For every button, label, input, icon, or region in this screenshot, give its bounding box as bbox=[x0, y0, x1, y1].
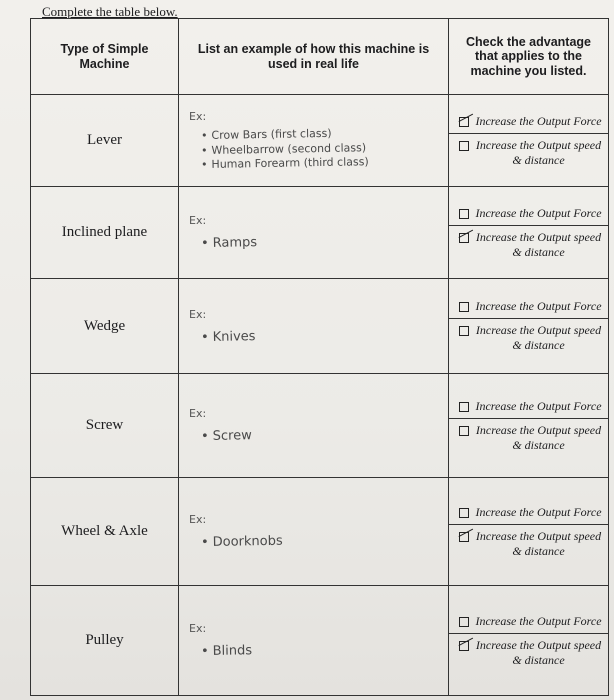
option-speed-label: Increase the Output speed & distance bbox=[475, 528, 602, 558]
checkbox-icon[interactable] bbox=[459, 426, 469, 436]
example-text: Wheelbarrow (second class) bbox=[211, 140, 367, 157]
advantage-check-cell bbox=[449, 374, 609, 478]
option-speed-label: Increase the Output speed & distance bbox=[475, 422, 602, 452]
option-speed-label: Increase the Output speed & distance bbox=[475, 229, 602, 259]
checked-checkbox-icon[interactable] bbox=[459, 641, 469, 651]
bullet-icon: • bbox=[200, 128, 208, 142]
option-force[interactable] bbox=[449, 110, 608, 133]
option-force-label: Increase the Output Force bbox=[475, 504, 602, 519]
advantage-check-cell bbox=[449, 95, 609, 187]
handwritten-example bbox=[201, 424, 442, 446]
table-row bbox=[31, 95, 609, 187]
option-speed[interactable] bbox=[449, 633, 608, 672]
example-cell[interactable] bbox=[179, 95, 449, 187]
option-force[interactable] bbox=[449, 202, 608, 225]
machine-type-cell: Pulley bbox=[31, 586, 179, 696]
example-cell[interactable] bbox=[179, 187, 449, 279]
advantage-check-cell bbox=[449, 279, 609, 374]
option-speed[interactable] bbox=[449, 524, 608, 563]
handwritten-example bbox=[201, 154, 442, 173]
example-label: Ex: bbox=[189, 513, 207, 527]
checked-checkbox-icon[interactable] bbox=[459, 532, 469, 542]
example-text: Crow Bars (first class) bbox=[211, 126, 332, 142]
table-row bbox=[31, 279, 609, 374]
option-force[interactable] bbox=[449, 295, 608, 318]
simple-machines-table bbox=[30, 18, 609, 696]
checkbox-icon[interactable] bbox=[459, 141, 469, 151]
bullet-icon: • bbox=[200, 236, 209, 252]
table-row bbox=[31, 478, 609, 586]
instructions-text: Complete the table below. bbox=[42, 4, 178, 19]
option-force[interactable] bbox=[449, 501, 608, 524]
example-cell[interactable] bbox=[179, 374, 449, 478]
option-speed-label: Increase the Output speed & distance bbox=[475, 137, 602, 167]
machine-type-cell: Lever bbox=[31, 95, 179, 187]
checked-checkbox-icon[interactable] bbox=[459, 117, 469, 127]
option-speed-label: Increase the Output speed & distance bbox=[475, 323, 602, 352]
checkbox-icon[interactable] bbox=[459, 402, 469, 412]
example-text: Doorknobs bbox=[212, 533, 283, 551]
checkbox-icon[interactable] bbox=[459, 508, 469, 518]
bullet-icon: • bbox=[200, 329, 209, 345]
option-force-label: Increase the Output Force bbox=[475, 613, 602, 628]
machine-type-cell: Wheel & Axle bbox=[31, 478, 179, 586]
example-text: Human Forearm (third class) bbox=[211, 155, 369, 172]
table-row bbox=[31, 374, 609, 478]
option-force-label: Increase the Output Force bbox=[475, 205, 602, 220]
table-row bbox=[31, 586, 609, 696]
machine-type-cell: Wedge bbox=[31, 279, 179, 374]
example-text: Blinds bbox=[212, 643, 253, 660]
bullet-icon: • bbox=[200, 429, 209, 445]
option-force-label: Increase the Output Force bbox=[475, 299, 602, 313]
example-text: Knives bbox=[212, 328, 256, 345]
option-speed[interactable] bbox=[449, 318, 608, 357]
handwritten-example bbox=[201, 639, 442, 661]
option-force-label: Increase the Output Force bbox=[475, 398, 602, 413]
option-force[interactable] bbox=[449, 395, 608, 418]
checked-checkbox-icon[interactable] bbox=[459, 233, 469, 243]
header-example: List an example of how this machine is used in real life bbox=[179, 19, 449, 95]
option-force-label: Increase the Output Force bbox=[475, 113, 602, 128]
example-cell[interactable] bbox=[179, 586, 449, 696]
bullet-icon: • bbox=[200, 158, 208, 172]
option-speed-label: Increase the Output speed & distance bbox=[475, 637, 602, 667]
example-text: Screw bbox=[212, 428, 252, 445]
table-row bbox=[31, 187, 609, 279]
machine-type-cell: Inclined plane bbox=[31, 187, 179, 279]
checkbox-icon[interactable] bbox=[459, 209, 469, 219]
example-label: Ex: bbox=[189, 307, 207, 321]
header-type: Type of Simple Machine bbox=[31, 19, 179, 95]
advantage-check-cell bbox=[449, 187, 609, 279]
advantage-check-cell bbox=[449, 586, 609, 696]
example-cell[interactable] bbox=[179, 478, 449, 586]
example-label: Ex: bbox=[189, 109, 207, 123]
checkbox-icon[interactable] bbox=[459, 617, 469, 627]
machine-type-cell: Screw bbox=[31, 374, 179, 478]
bullet-icon: • bbox=[200, 143, 208, 157]
example-label: Ex: bbox=[189, 214, 207, 228]
handwritten-example bbox=[201, 231, 442, 253]
bullet-icon: • bbox=[200, 535, 209, 551]
advantage-check-cell bbox=[449, 478, 609, 586]
example-label: Ex: bbox=[189, 622, 207, 636]
handwritten-example bbox=[201, 530, 442, 552]
example-cell[interactable] bbox=[179, 279, 449, 374]
example-label: Ex: bbox=[189, 407, 207, 421]
option-force[interactable] bbox=[449, 610, 608, 633]
option-speed[interactable] bbox=[449, 225, 608, 264]
header-check: Check the advantage that applies to the machine you listed. bbox=[449, 19, 609, 95]
checkbox-icon[interactable] bbox=[459, 326, 469, 336]
bullet-icon: • bbox=[200, 644, 209, 660]
handwritten-example bbox=[201, 325, 442, 347]
option-speed[interactable] bbox=[449, 133, 608, 172]
checkbox-icon[interactable] bbox=[459, 302, 469, 312]
example-text: Ramps bbox=[212, 235, 258, 252]
option-speed[interactable] bbox=[449, 418, 608, 457]
